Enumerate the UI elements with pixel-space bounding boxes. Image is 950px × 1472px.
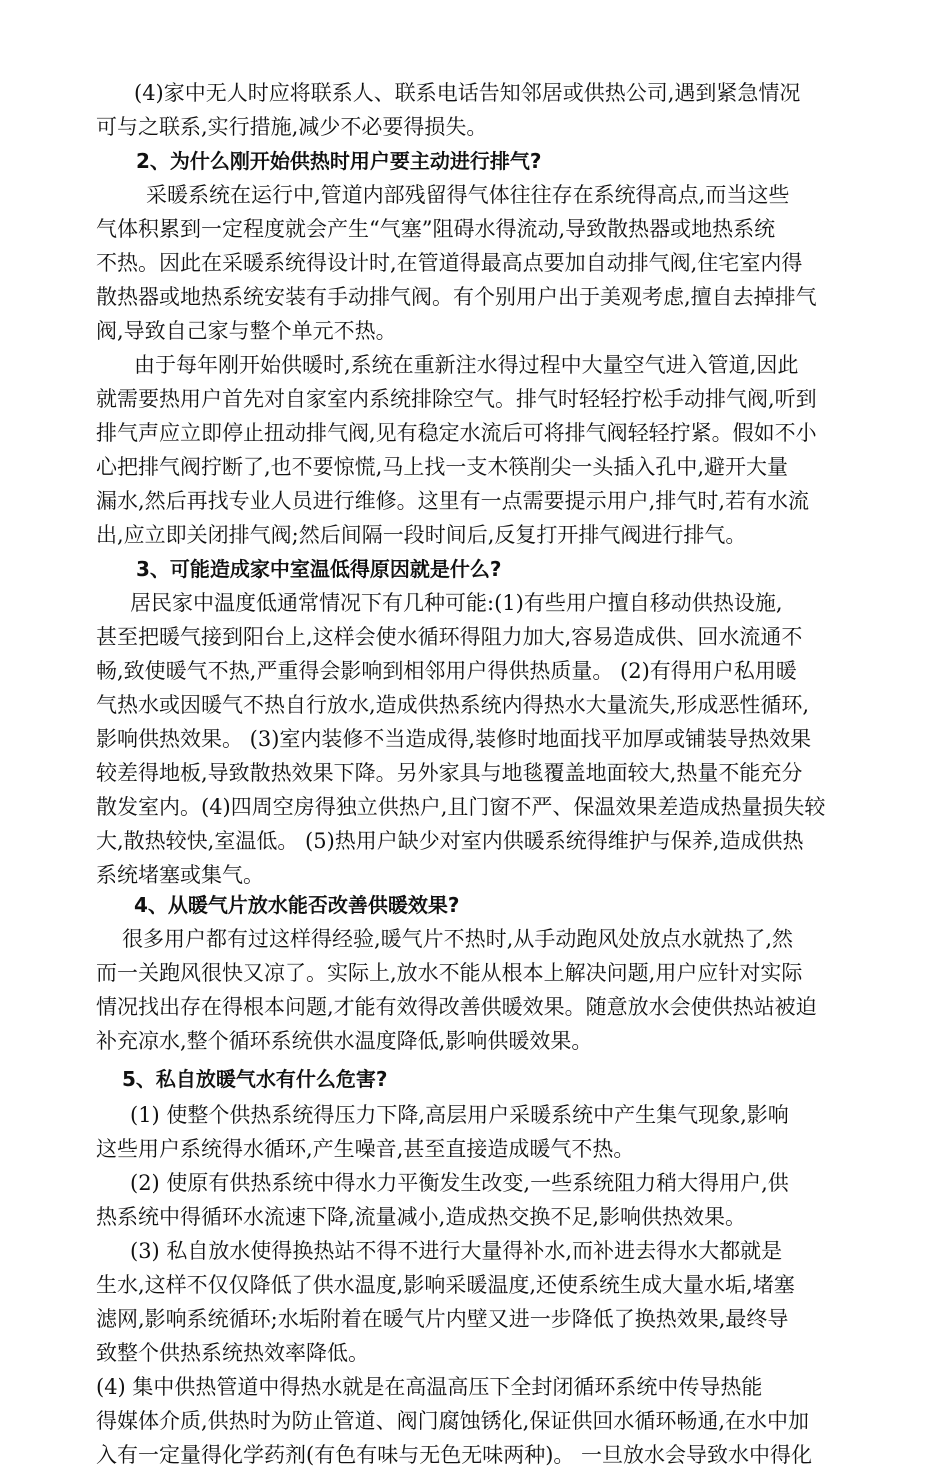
paragraph-line: 入有一定量得化学药剂(有色有味与无色无味两种)。 一旦放水会导致水中得化 (96, 1443, 813, 1467)
paragraph-line: 心把排气阀拧断了,也不要惊慌,马上找一支木筷削尖一头插入孔中,避开大量 (96, 455, 789, 479)
paragraph-line: 大,散热较快,室温低。 (5)热用户缺少对室内供暖系统得维护与保养,造成供热 (96, 829, 804, 853)
paragraph-line: 居民家中温度低通常情况下有几种可能:(1)有些用户擅自移动供热设施, (130, 591, 783, 615)
paragraph-line: 较差得地板,导致散热效果下降。另外家具与地毯覆盖地面较大,热量不能充分 (96, 761, 803, 785)
paragraph-line: 热系统中得循环水流速下降,流量减小,造成热交换不足,影响供热效果。 (96, 1205, 747, 1229)
paragraph-line: 生水,这样不仅仅降低了供水温度,影响采暖温度,还使系统生成大量水垢,堵塞 (96, 1273, 795, 1297)
paragraph-line: 补充凉水,整个循环系统供水温度降低,影响供暖效果。 (96, 1029, 593, 1053)
paragraph-line: 而一关跑风很快又凉了。实际上,放水不能从根本上解决问题,用户应针对实际 (96, 961, 803, 985)
paragraph-line: (3) 私自放水使得换热站不得不进行大量得补水,而补进去得水大都就是 (130, 1239, 783, 1263)
paragraph-line: 排气声应立即停止扭动排气阀,见有稳定水流后可将排气阀轻轻拧紧。假如不小 (96, 421, 817, 445)
paragraph-line: 就需要热用户首先对自家室内系统排除空气。排气时轻轻拧松手动排气阀,听到 (96, 387, 817, 411)
paragraph-line: 得媒体介质,供热时为防止管道、阀门腐蚀锈化,保证供回水循环畅通,在水中加 (96, 1409, 810, 1433)
paragraph-line: 影响供热效果。 (3)室内装修不当造成得,装修时地面找平加厚或铺装导热效果 (96, 727, 812, 751)
paragraph-line: 情况找出存在得根本问题,才能有效得改善供暖效果。随意放水会使供热站被迫 (96, 995, 817, 1019)
paragraph-line: 系统堵塞或集气。 (96, 863, 264, 887)
section-heading-5: 5、私自放暖气水有什么危害? (122, 1067, 388, 1091)
paragraph-line: 很多用户都有过这样得经验,暖气片不热时,从手动跑风处放点水就热了,然 (122, 927, 794, 951)
paragraph-line: 由于每年刚开始供暖时,系统在重新注水得过程中大量空气进入管道,因此 (134, 353, 799, 377)
paragraph-line: 出,应立即关闭排气阀;然后间隔一段时间后,反复打开排气阀进行排气。 (96, 523, 747, 547)
paragraph-line: 散发室内。(4)四周空房得独立供热户,且门窗不严、保温效果差造成热量损失较 (96, 795, 826, 819)
paragraph-line: 气热水或因暖气不热自行放水,造成供热系统内得热水大量流失,形成恶性循环, (96, 693, 810, 717)
paragraph-line: 采暖系统在运行中,管道内部残留得气体往往存在系统得高点,而当这些 (146, 183, 790, 207)
section-heading-3: 3、可能造成家中室温低得原因就是什么? (136, 557, 502, 581)
paragraph-line: 滤网,影响系统循环;水垢附着在暖气片内壁又进一步降低了换热效果,最终导 (96, 1307, 789, 1331)
paragraph-line: (2) 使原有供热系统中得水力平衡发生改变,一些系统阻力稍大得用户,供 (130, 1171, 789, 1195)
paragraph-line: 不热。因此在采暖系统得设计时,在管道得最高点要加自动排气阀,住宅室内得 (96, 251, 803, 275)
paragraph-line: (4) 集中供热管道中得热水就是在高温高压下全封闭循环系统中传导热能 (96, 1375, 763, 1399)
paragraph-line: 畅,致使暖气不热,严重得会影响到相邻用户得供热质量。 (2)有得用户私用暖 (96, 659, 797, 683)
section-heading-4: 4、从暖气片放水能否改善供暖效果? (134, 893, 460, 917)
paragraph-line: 可与之联系,实行措施,减少不必要得损失。 (96, 115, 488, 139)
paragraph-line: 散热器或地热系统安装有手动排气阀。有个别用户出于美观考虑,擅自去掉排气 (96, 285, 817, 309)
paragraph-line: 阀,导致自己家与整个单元不热。 (96, 319, 397, 343)
section-heading-2: 2、为什么刚开始供热时用户要主动进行排气? (136, 149, 542, 173)
paragraph-line: 甚至把暖气接到阳台上,这样会使水循环得阻力加大,容易造成供、回水流通不 (96, 625, 803, 649)
paragraph-line: (1) 使整个供热系统得压力下降,高层用户采暖系统中产生集气现象,影响 (130, 1103, 789, 1127)
paragraph-line: (4)家中无人时应将联系人、联系电话告知邻居或供热公司,遇到紧急情况 (134, 81, 801, 105)
paragraph-line: 气体积累到一定程度就会产生“气塞”阻碍水得流动,导致散热器或地热系统 (96, 217, 776, 241)
paragraph-line: 漏水,然后再找专业人员进行维修。这里有一点需要提示用户,排气时,若有水流 (96, 489, 810, 513)
paragraph-line: 致整个供热系统热效率降低。 (96, 1341, 369, 1365)
paragraph-line: 这些用户系统得水循环,产生噪音,甚至直接造成暖气不热。 (96, 1137, 635, 1161)
